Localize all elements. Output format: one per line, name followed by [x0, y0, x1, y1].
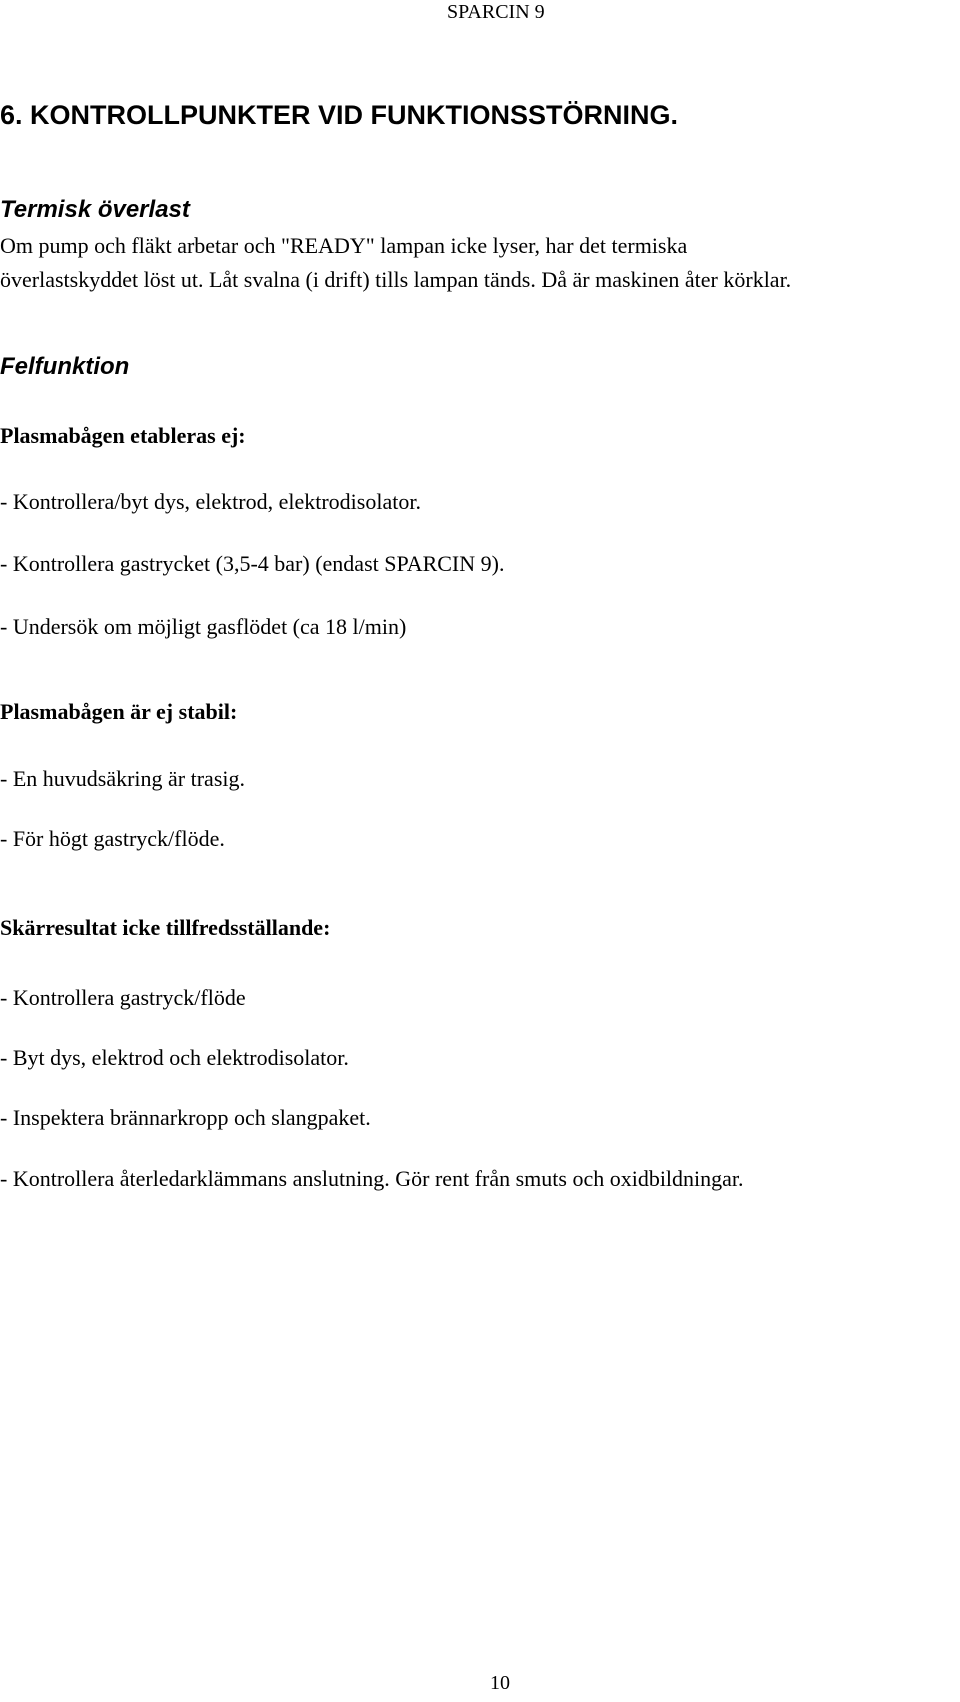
- list-item: - Kontrollera gastrycket (3,5-4 bar) (endast SPARCIN 9).: [0, 551, 505, 576]
- paragraph-line: överlastskyddet löst ut. Låt svalna (i drift) tills lampan tänds. Då är maskinen åter körklar.: [0, 267, 792, 292]
- chapter-title: 6. KONTROLLPUNKTER VID FUNKTIONSSTÖRNING.: [0, 100, 679, 130]
- group-title: Plasmabågen är ej stabil:: [0, 699, 238, 724]
- list-item: - Undersök om möjligt gasflödet (ca 18 l/min): [0, 614, 407, 639]
- list-item: - En huvudsäkring är trasig.: [0, 766, 245, 791]
- group-title: Skärresultat icke tillfredsställande:: [0, 915, 331, 940]
- list-item: - Kontrollera/byt dys, elektrod, elektrodisolator.: [0, 489, 421, 514]
- list-item: - Inspektera brännarkropp och slangpaket.: [0, 1105, 371, 1130]
- section-heading-termisk: Termisk överlast: [0, 196, 190, 223]
- list-item: - Kontrollera gastryck/flöde: [0, 985, 246, 1010]
- page-number: 10: [490, 1672, 510, 1694]
- list-item: - För högt gastryck/flöde.: [0, 826, 225, 851]
- group-title: Plasmabågen etableras ej:: [0, 423, 246, 448]
- list-item: - Kontrollera återledarklämmans anslutning. Gör rent från smuts och oxidbildningar.: [0, 1166, 744, 1191]
- section-heading-felfunktion: Felfunktion: [0, 353, 130, 380]
- list-item: - Byt dys, elektrod och elektrodisolator.: [0, 1045, 349, 1070]
- running-header: SPARCIN 9: [447, 1, 545, 23]
- paragraph-line: Om pump och fläkt arbetar och "READY" lampan icke lyser, har det termiska: [0, 233, 688, 258]
